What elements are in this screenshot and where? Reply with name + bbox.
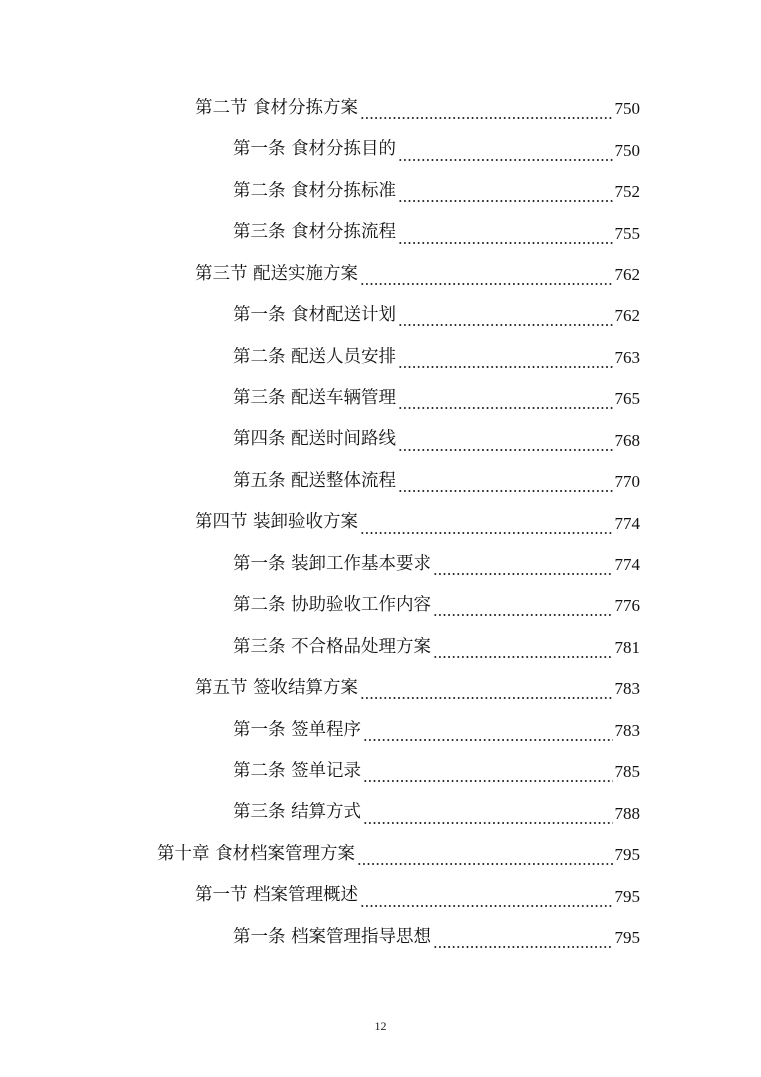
- toc-dot-leader: [398, 352, 612, 369]
- toc-entry-page: 768: [614, 430, 640, 450]
- toc-entry-title: 第一条 食材分拣目的: [233, 139, 397, 160]
- toc-entry-page: 752: [614, 182, 640, 202]
- toc-entry-title: 第三条 配送车辆管理: [233, 388, 397, 409]
- toc-dot-leader: [360, 103, 612, 120]
- toc-entry-title: 第二条 签单记录: [233, 760, 362, 781]
- toc-entry[interactable]: [0, 212, 761, 253]
- toc-dot-leader: [360, 518, 612, 535]
- page-number: 12: [374, 1019, 387, 1033]
- toc-entry-title: 第二条 协助验收工作内容: [233, 595, 432, 616]
- toc-entry[interactable]: [0, 585, 761, 626]
- toc-entry-page: 763: [614, 347, 640, 367]
- toc-entry-title: 第三条 结算方式: [233, 802, 362, 823]
- toc-entry[interactable]: [0, 834, 761, 875]
- toc-entry-title: 第一条 食材配送计划: [233, 305, 397, 326]
- toc-entry-page: 781: [614, 637, 640, 657]
- toc-entry-title: 第一节 档案管理概述: [195, 885, 359, 906]
- toc-dot-leader: [398, 310, 612, 327]
- toc-entry[interactable]: [0, 792, 761, 833]
- toc-entry-title: 第三条 不合格品处理方案: [233, 636, 432, 657]
- toc-entry-page: 750: [614, 140, 640, 160]
- toc-dot-leader: [360, 891, 612, 908]
- toc-entry[interactable]: [0, 710, 761, 751]
- toc-entry[interactable]: [0, 544, 761, 585]
- toc-dot-leader: [363, 725, 612, 742]
- toc-entry[interactable]: [0, 171, 761, 212]
- toc-entry-page: 795: [614, 845, 640, 865]
- toc-dot-leader: [398, 186, 612, 203]
- toc-entry-title: 第一条 档案管理指导思想: [233, 926, 432, 947]
- toc-dot-leader: [398, 476, 612, 493]
- toc-entry-title: 第一条 装卸工作基本要求: [233, 553, 432, 574]
- toc-entry-title: 第四节 装卸验收方案: [195, 512, 359, 533]
- toc-entry-page: 783: [614, 720, 640, 740]
- toc-entry-title: 第五条 配送整体流程: [233, 470, 397, 491]
- toc-entry-title: 第四条 配送时间路线: [233, 429, 397, 450]
- toc-entry-page: 785: [614, 762, 640, 782]
- toc-dot-leader: [357, 849, 612, 866]
- toc-entry-title: 第三节 配送实施方案: [195, 263, 359, 284]
- toc-entry-page: 762: [614, 306, 640, 326]
- toc-dot-leader: [360, 683, 612, 700]
- toc-entry-title: 第一条 签单程序: [233, 719, 362, 740]
- toc-entry-page: 783: [614, 679, 640, 699]
- toc-entry[interactable]: [0, 875, 761, 916]
- toc-entry-page: 795: [614, 886, 640, 906]
- toc-dot-leader: [363, 766, 612, 783]
- toc-entry-title: 第十章 食材档案管理方案: [157, 843, 356, 864]
- toc-entry[interactable]: [0, 378, 761, 419]
- toc-entry-page: 755: [614, 223, 640, 243]
- toc-dot-leader: [433, 600, 612, 617]
- toc-entry-title: 第五节 签收结算方案: [195, 678, 359, 699]
- toc-entry[interactable]: [0, 668, 761, 709]
- toc-entry-page: 762: [614, 264, 640, 284]
- toc-entry-page: 795: [614, 927, 640, 947]
- toc-entry[interactable]: [0, 88, 761, 129]
- toc-dot-leader: [433, 932, 612, 949]
- toc-entry[interactable]: [0, 129, 761, 170]
- toc-entry-page: 774: [614, 513, 640, 533]
- toc-dot-leader: [398, 393, 612, 410]
- toc-dot-leader: [433, 642, 612, 659]
- toc-entry-page: 770: [614, 472, 640, 492]
- toc-entry-page: 765: [614, 389, 640, 409]
- toc-entry[interactable]: [0, 254, 761, 295]
- toc-entry-page: 750: [614, 99, 640, 119]
- toc-entry-title: 第二节 食材分拣方案: [195, 97, 359, 118]
- toc-dot-leader: [363, 808, 612, 825]
- toc-entry[interactable]: [0, 461, 761, 502]
- toc-entry[interactable]: [0, 420, 761, 461]
- toc-entry-page: 788: [614, 803, 640, 823]
- toc-entry[interactable]: [0, 337, 761, 378]
- toc-entry-title: 第二条 配送人员安排: [233, 346, 397, 367]
- toc-dot-leader: [360, 269, 612, 286]
- table-of-contents: [0, 88, 761, 958]
- toc-dot-leader: [398, 228, 612, 245]
- toc-entry-title: 第三条 食材分拣流程: [233, 222, 397, 243]
- toc-dot-leader: [433, 559, 612, 576]
- toc-entry[interactable]: [0, 502, 761, 543]
- toc-dot-leader: [398, 435, 612, 452]
- toc-dot-leader: [398, 145, 612, 162]
- toc-entry[interactable]: [0, 295, 761, 336]
- toc-entry[interactable]: [0, 917, 761, 958]
- toc-entry-page: 776: [614, 596, 640, 616]
- toc-entry[interactable]: [0, 751, 761, 792]
- toc-entry[interactable]: [0, 627, 761, 668]
- toc-entry-title: 第二条 食材分拣标准: [233, 180, 397, 201]
- toc-entry-page: 774: [614, 555, 640, 575]
